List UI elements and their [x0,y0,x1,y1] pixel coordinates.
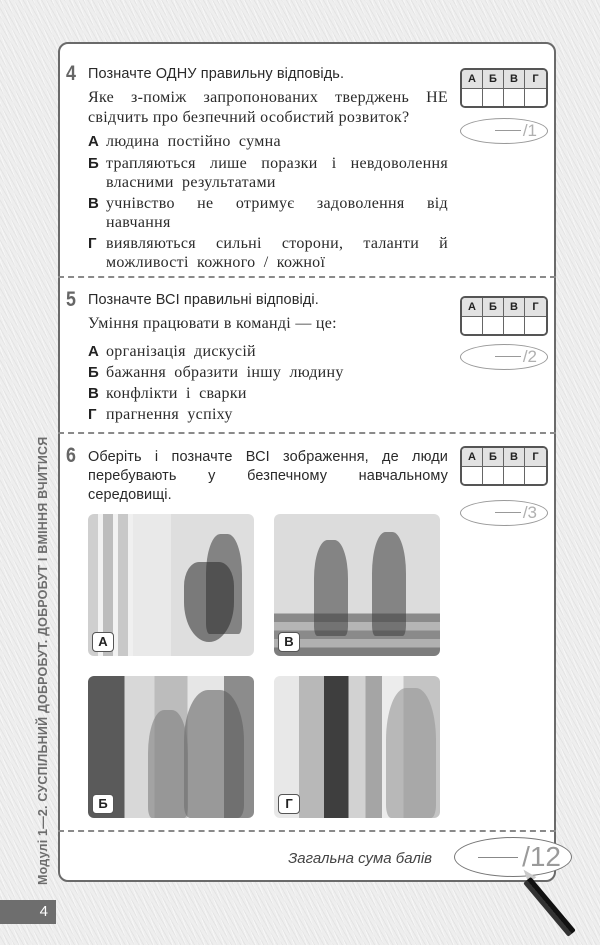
option-letter: В [88,385,100,402]
answer-header: В [504,448,525,467]
pencil-icon [523,877,576,937]
option-text: прагнення успіху [106,406,233,423]
answer-header: А [462,448,483,467]
image-label: Б [92,794,114,814]
score-max: /2 [522,347,537,366]
module-sidebar-title: Модулі 1—2. СУСПІЛЬНИЙ ДОБРОБУТ. ДОБРОБУТ І ВМІННЯ ВЧИТИСЯ [36,436,50,885]
answer-cell-v[interactable] [504,467,525,484]
option-letter: Г [88,406,97,423]
worksheet-card [58,42,556,882]
divider [58,830,556,832]
answer-grid [460,68,548,108]
option-g[interactable] [88,405,448,424]
option-text: виявляються сильні сторони, таланти й можливості кожного / кожної [106,235,448,271]
answer-header: Б [483,298,504,317]
score-max: /1 [522,121,537,140]
option-v[interactable] [88,384,448,403]
image-label: Г [278,794,300,814]
score-oval[interactable] [460,500,548,526]
total-score-oval[interactable] [454,837,572,877]
task-instruction: Позначте ОДНУ правильну відповідь. [88,66,345,82]
option-g[interactable] [88,234,448,272]
score-oval[interactable] [460,344,548,370]
option-b[interactable] [88,154,448,192]
task-number: 6 [66,444,76,467]
answer-cell-v[interactable] [504,317,525,334]
answer-header: Б [483,448,504,467]
answer-grid [460,446,548,486]
image-option-g[interactable] [274,676,440,818]
answer-header: В [504,70,525,89]
answer-header: Г [525,298,546,317]
option-letter: А [88,343,100,360]
figure-child [386,688,436,818]
answer-cell-b[interactable] [483,317,504,334]
score-oval[interactable] [460,118,548,144]
score-blank[interactable] [495,130,521,131]
answer-cell-g[interactable] [525,317,546,334]
divider [58,432,556,434]
answer-header: Б [483,70,504,89]
option-letter: В [88,195,100,212]
task-question: Яке з-поміж запропонованих тверджень НЕ свідчить про безпечний особистий розвиток? [88,89,448,126]
answer-header: Г [525,448,546,467]
option-a[interactable] [88,342,448,361]
option-text: конфлікти і сварки [106,385,247,402]
option-letter: Г [88,235,97,252]
option-letter: Б [88,155,100,172]
answer-header: Г [525,70,546,89]
answer-header: А [462,70,483,89]
image-label: А [92,632,114,652]
total-score-max: /12 [522,841,561,872]
option-text: трапляються лише поразки і невдоволення власними результатами [106,155,448,191]
answer-cell-v[interactable] [504,89,525,106]
divider [58,276,556,278]
score-max: /3 [522,503,537,522]
task-instruction: Позначте ВСІ правильні відповіді. [88,292,319,308]
answer-cell-a[interactable] [462,89,483,106]
option-text: бажання образити іншу людину [106,364,344,381]
page-number: 4 [0,900,56,924]
task-instruction: Оберіть і позначте ВСІ зображення, де люди перебувають у безпечному навчальному середовищі. [88,449,448,503]
option-text: людина постійно сумна [106,133,281,150]
task-number: 4 [66,62,76,85]
score-blank[interactable] [495,356,521,357]
image-option-v[interactable] [274,514,440,656]
task-question: Уміння працювати в команді — це: [88,315,337,332]
option-letter: А [88,133,100,150]
image-label: В [278,632,300,652]
option-letter: Б [88,364,100,381]
score-blank[interactable] [495,512,521,513]
figure-child [184,690,244,818]
total-score-blank[interactable] [478,857,518,858]
figure-wheelchair [184,562,234,642]
image-option-a[interactable] [88,514,254,656]
task-number: 5 [66,288,76,311]
figure-child [148,710,188,818]
answer-cell-g[interactable] [525,89,546,106]
option-v[interactable] [88,194,448,232]
answer-cell-b[interactable] [483,89,504,106]
answer-cell-b[interactable] [483,467,504,484]
option-a[interactable] [88,132,448,151]
image-option-b[interactable] [88,676,254,818]
answer-grid [460,296,548,336]
answer-header: В [504,298,525,317]
figure-child [372,532,406,636]
option-text: учнівство не отримує задоволення від навчання [106,195,448,231]
answer-cell-a[interactable] [462,467,483,484]
answer-cell-a[interactable] [462,317,483,334]
figure-child [314,540,348,636]
total-score-label: Загальна сума балів [288,850,432,867]
option-text: організація дискусій [106,343,256,360]
answer-cell-g[interactable] [525,467,546,484]
answer-header: А [462,298,483,317]
option-b[interactable] [88,363,448,382]
